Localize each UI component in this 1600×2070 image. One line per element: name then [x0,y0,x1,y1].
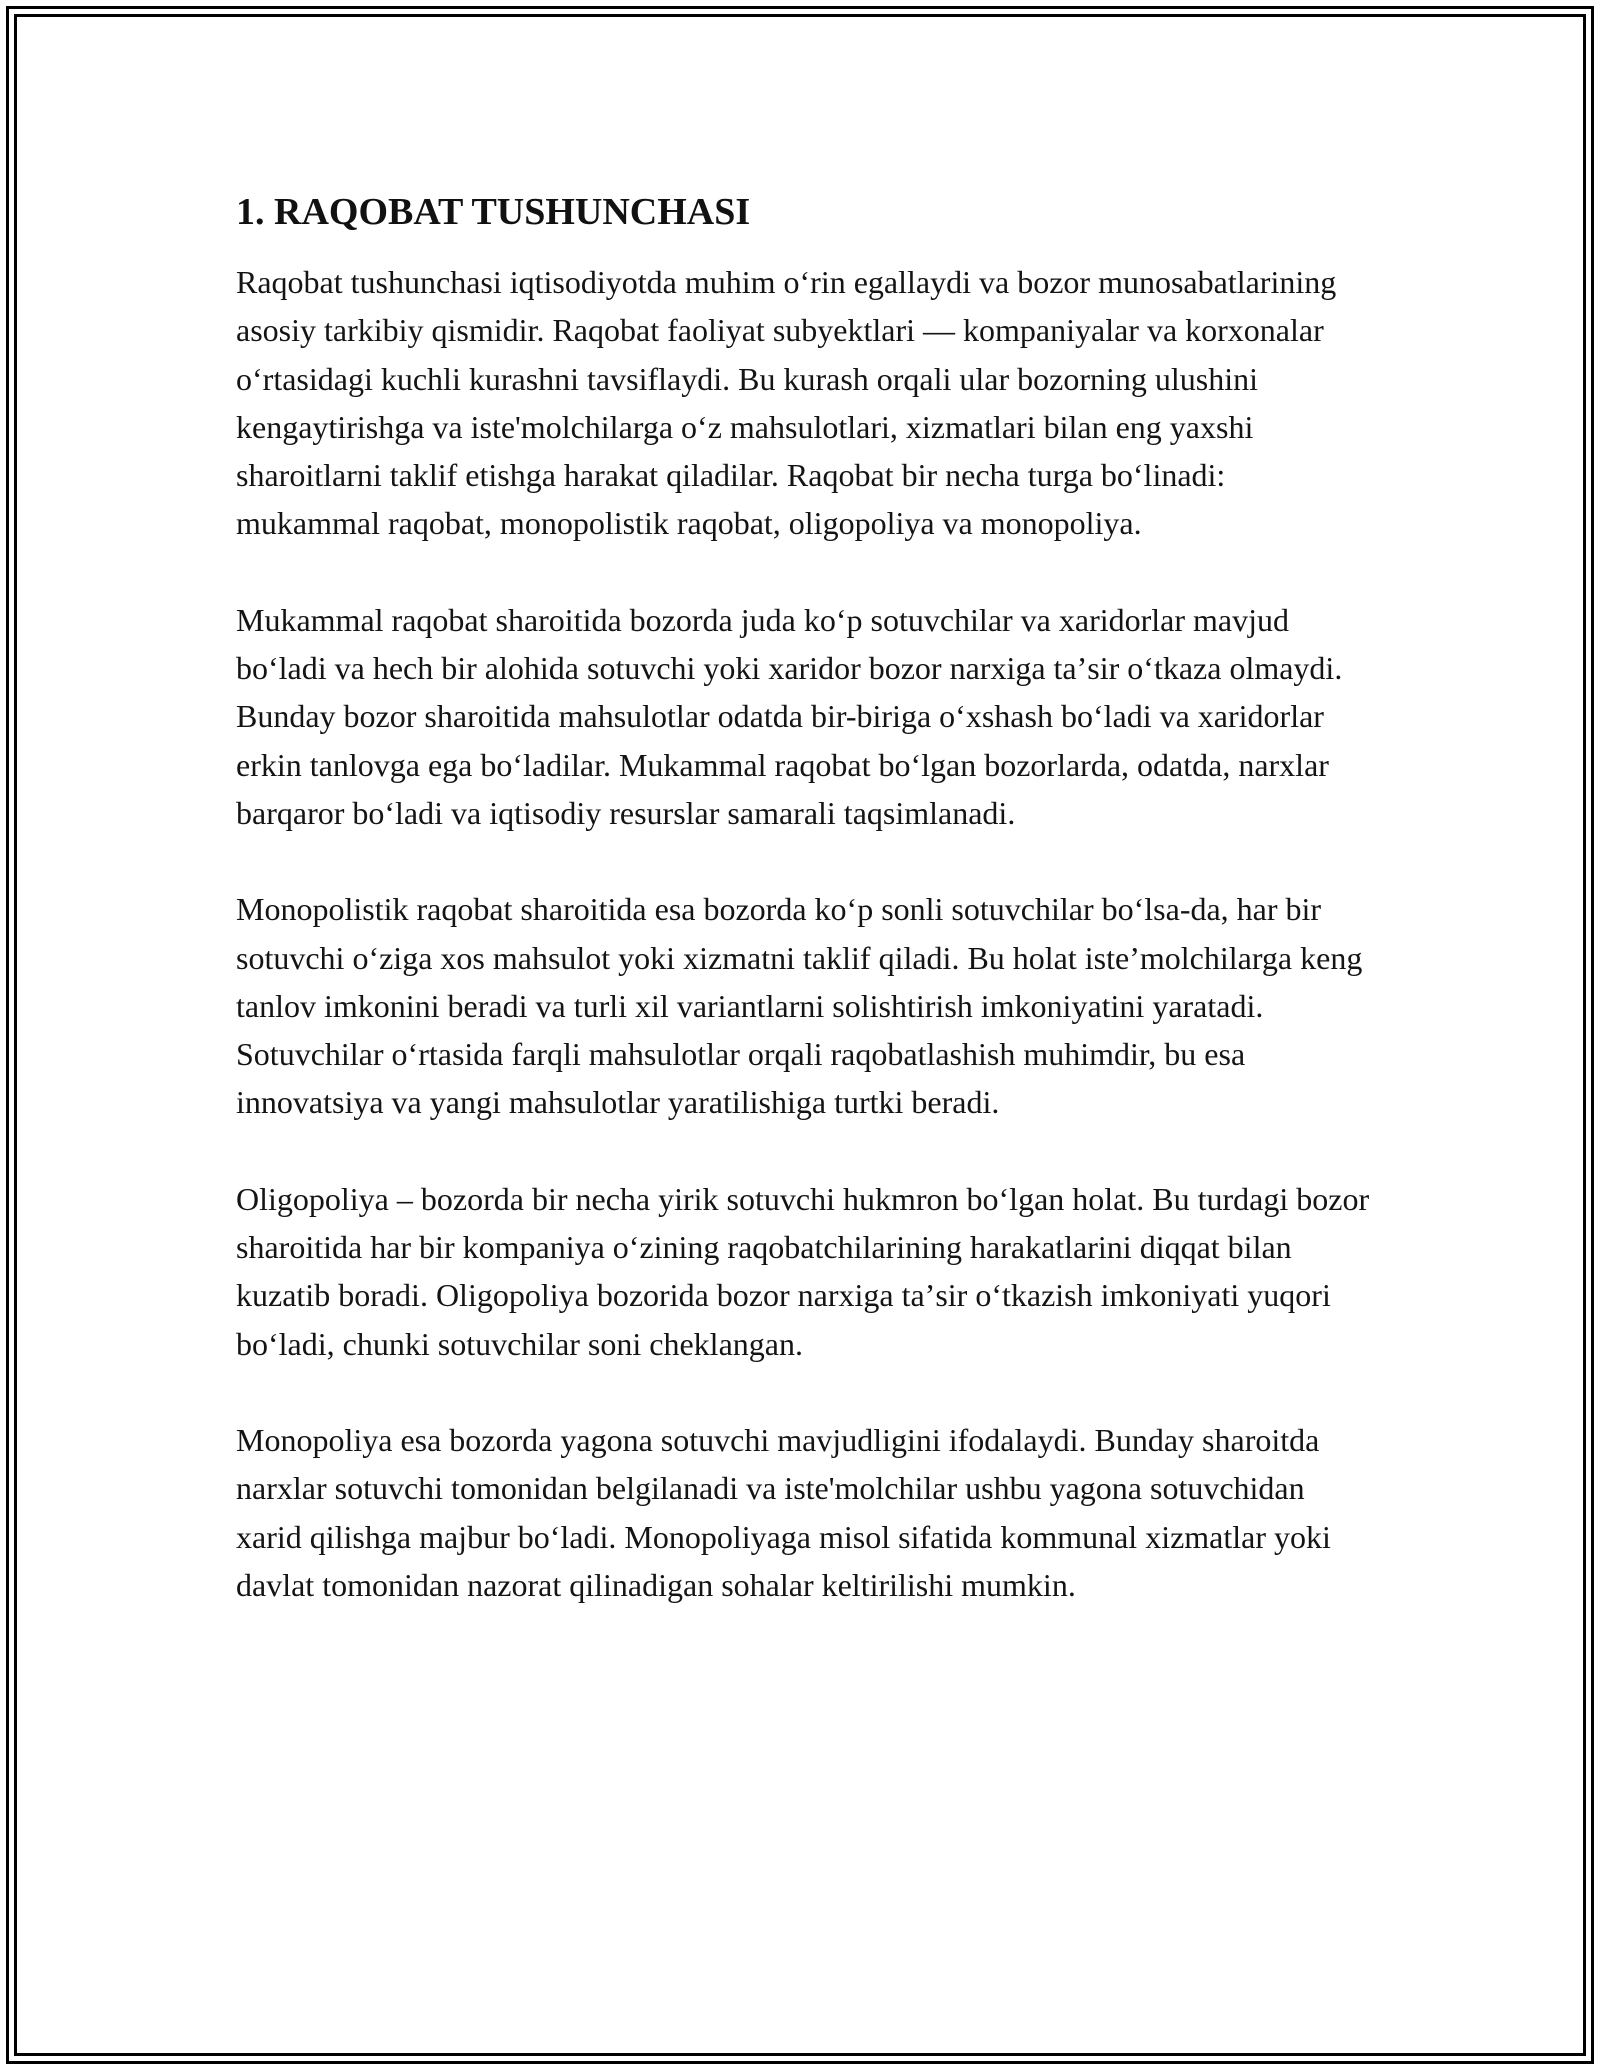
paragraph-competition-concept: Raqobat tushunchasi iqtisodiyotda muhim oʻrin egallaydi va bozor munosabatlarining asosiy tarkibiy qismidir. Raqobat faoliyat subyektlari — kompaniyalar va korxonalar oʻrtasidagi kuchli kurashni tavsiflaydi. Bu kurash orqali ular bozorning ulushini kengaytirishga va iste'molchilarga oʻz mahsulotlari, xizmatlari bilan eng yaxshi sharoitlarni taklif etishga harakat qiladilar. Raqobat bir necha turga boʻlinadi: mukammal raqobat, monopolistik raqobat, oligopoliya va monopoliya. [236,264,1337,542]
page-title: 1. RAQOBAT TUSHUNCHASI [236,191,751,233]
document-body [236,188,1376,1657]
paragraph-oligopoly: Oligopoliya – bozorda bir necha yirik sotuvchi hukmron boʻlgan holat. Bu turdagi bozor sharoitida har bir kompaniya oʻzining raqobatchilarining harakatlarini diqqat bilan kuzatib boradi. Oligopoliya bozorida bozor narxiga taʼsir oʻtkazish imkoniyati yuqori boʻladi, chunki sotuvchilar soni cheklangan. [236,1180,1370,1362]
paragraph-monopoly: Monopoliya esa bozorda yagona sotuvchi mavjudligini ifodalaydi. Bunday sharoitda narxlar sotuvchi tomonidan belgilanadi va iste'molchilar ushbu yagona sotuvchidan xarid qilishga majbur boʻladi. Monopoliyaga misol sifatida kommunal xizmatlar yoki davlat tomonidan nazorat qilinadigan sohalar keltirilishi mumkin. [236,1421,1331,1603]
paragraph-perfect-competition: Mukammal raqobat sharoitida bozorda juda koʻp sotuvchilar va xaridorlar mavjud boʻladi va hech bir alohida sotuvchi yoki xaridor bozor narxiga taʼsir oʻtkaza olmaydi. Bunday bozor sharoitida mahsulotlar odatda bir-biriga oʻxshash boʻladi va xaridorlar erkin tanlovga ega boʻladilar. Mukammal raqobat boʻlgan bozorlarda, odatda, narxlar barqaror boʻladi va iqtisodiy resurslar samarali taqsimlanadi. [236,601,1343,831]
paragraph-monopolistic-competition: Monopolistik raqobat sharoitida esa bozorda koʻp sonli sotuvchilar boʻlsa-da, har bir sotuvchi oʻziga xos mahsulot yoki xizmatni taklif qiladi. Bu holat isteʼmolchilarga keng tanlov imkonini beradi va turli xil variantlarni solishtirish imkoniyatini yaratadi. Sotuvchilar oʻrtasida farqli mahsulotlar orqali raqobatlashish muhimdir, bu esa innovatsiya va yangi mahsulotlar yaratilishiga turtki beradi. [236,891,1363,1121]
